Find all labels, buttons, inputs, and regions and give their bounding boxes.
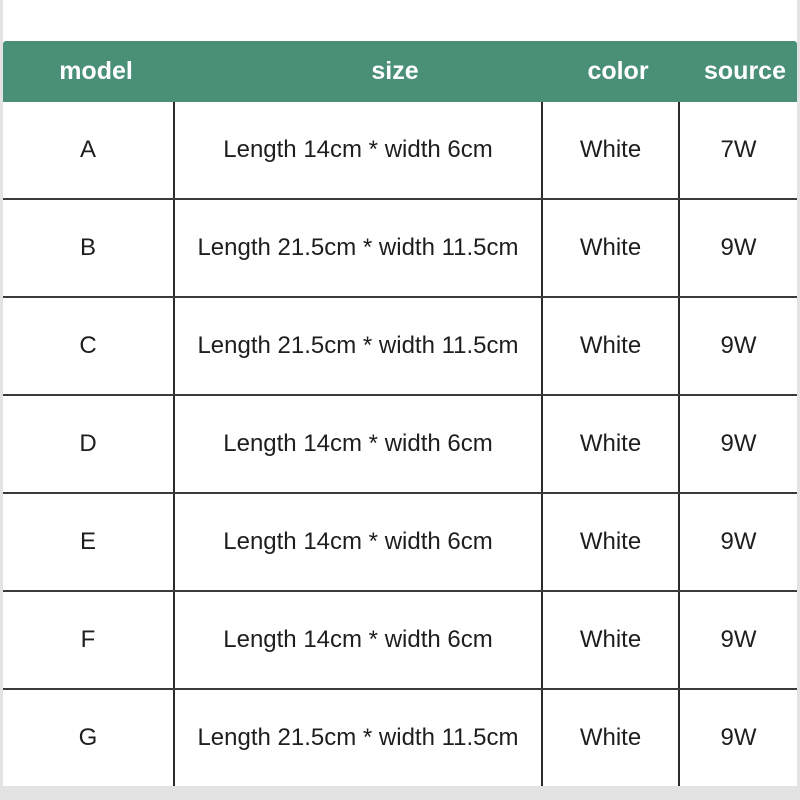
- header-source: source: [704, 57, 786, 85]
- cell-model: C: [3, 298, 175, 394]
- table-row: [3, 102, 797, 200]
- cell-size: Length 21.5cm * width 11.5cm: [175, 298, 543, 394]
- cell-color: White: [543, 298, 680, 394]
- cell-model: E: [3, 494, 175, 590]
- top-whitespace: [3, 0, 797, 41]
- cell-size: Length 14cm * width 6cm: [175, 592, 543, 688]
- cell-source: 7W: [720, 136, 757, 163]
- table-row: [3, 298, 797, 396]
- table-row: [3, 690, 797, 786]
- cell-source: 9W: [720, 528, 757, 555]
- cell-size: Length 14cm * width 6cm: [175, 102, 543, 198]
- header-color: color: [587, 57, 649, 85]
- table-row: [3, 200, 797, 298]
- cell-color: White: [543, 200, 680, 296]
- cell-source: 9W: [720, 332, 757, 359]
- cell-size: Length 14cm * width 6cm: [175, 396, 543, 492]
- cell-source: 9W: [720, 626, 757, 653]
- cell-source: 9W: [720, 430, 757, 457]
- cell-color: White: [543, 102, 680, 198]
- cell-color: White: [543, 690, 680, 786]
- cell-model: F: [3, 592, 175, 688]
- table-row: [3, 592, 797, 690]
- header-model: model: [59, 57, 133, 85]
- cell-size: Length 21.5cm * width 11.5cm: [175, 690, 543, 786]
- cell-color: White: [543, 396, 680, 492]
- table-body: [3, 102, 797, 786]
- cell-color: White: [543, 494, 680, 590]
- cell-source: 9W: [720, 724, 757, 751]
- spec-table-card: [3, 0, 797, 786]
- cell-source: 9W: [720, 234, 757, 261]
- cell-model: A: [3, 102, 175, 198]
- cell-size: Length 14cm * width 6cm: [175, 494, 543, 590]
- table-row: [3, 396, 797, 494]
- cell-color: White: [543, 592, 680, 688]
- cell-model: B: [3, 200, 175, 296]
- cell-size: Length 21.5cm * width 11.5cm: [175, 200, 543, 296]
- cell-model: G: [3, 690, 175, 786]
- cell-model: D: [3, 396, 175, 492]
- table-header-row: [3, 41, 797, 102]
- table-row: [3, 494, 797, 592]
- header-size: size: [371, 57, 419, 85]
